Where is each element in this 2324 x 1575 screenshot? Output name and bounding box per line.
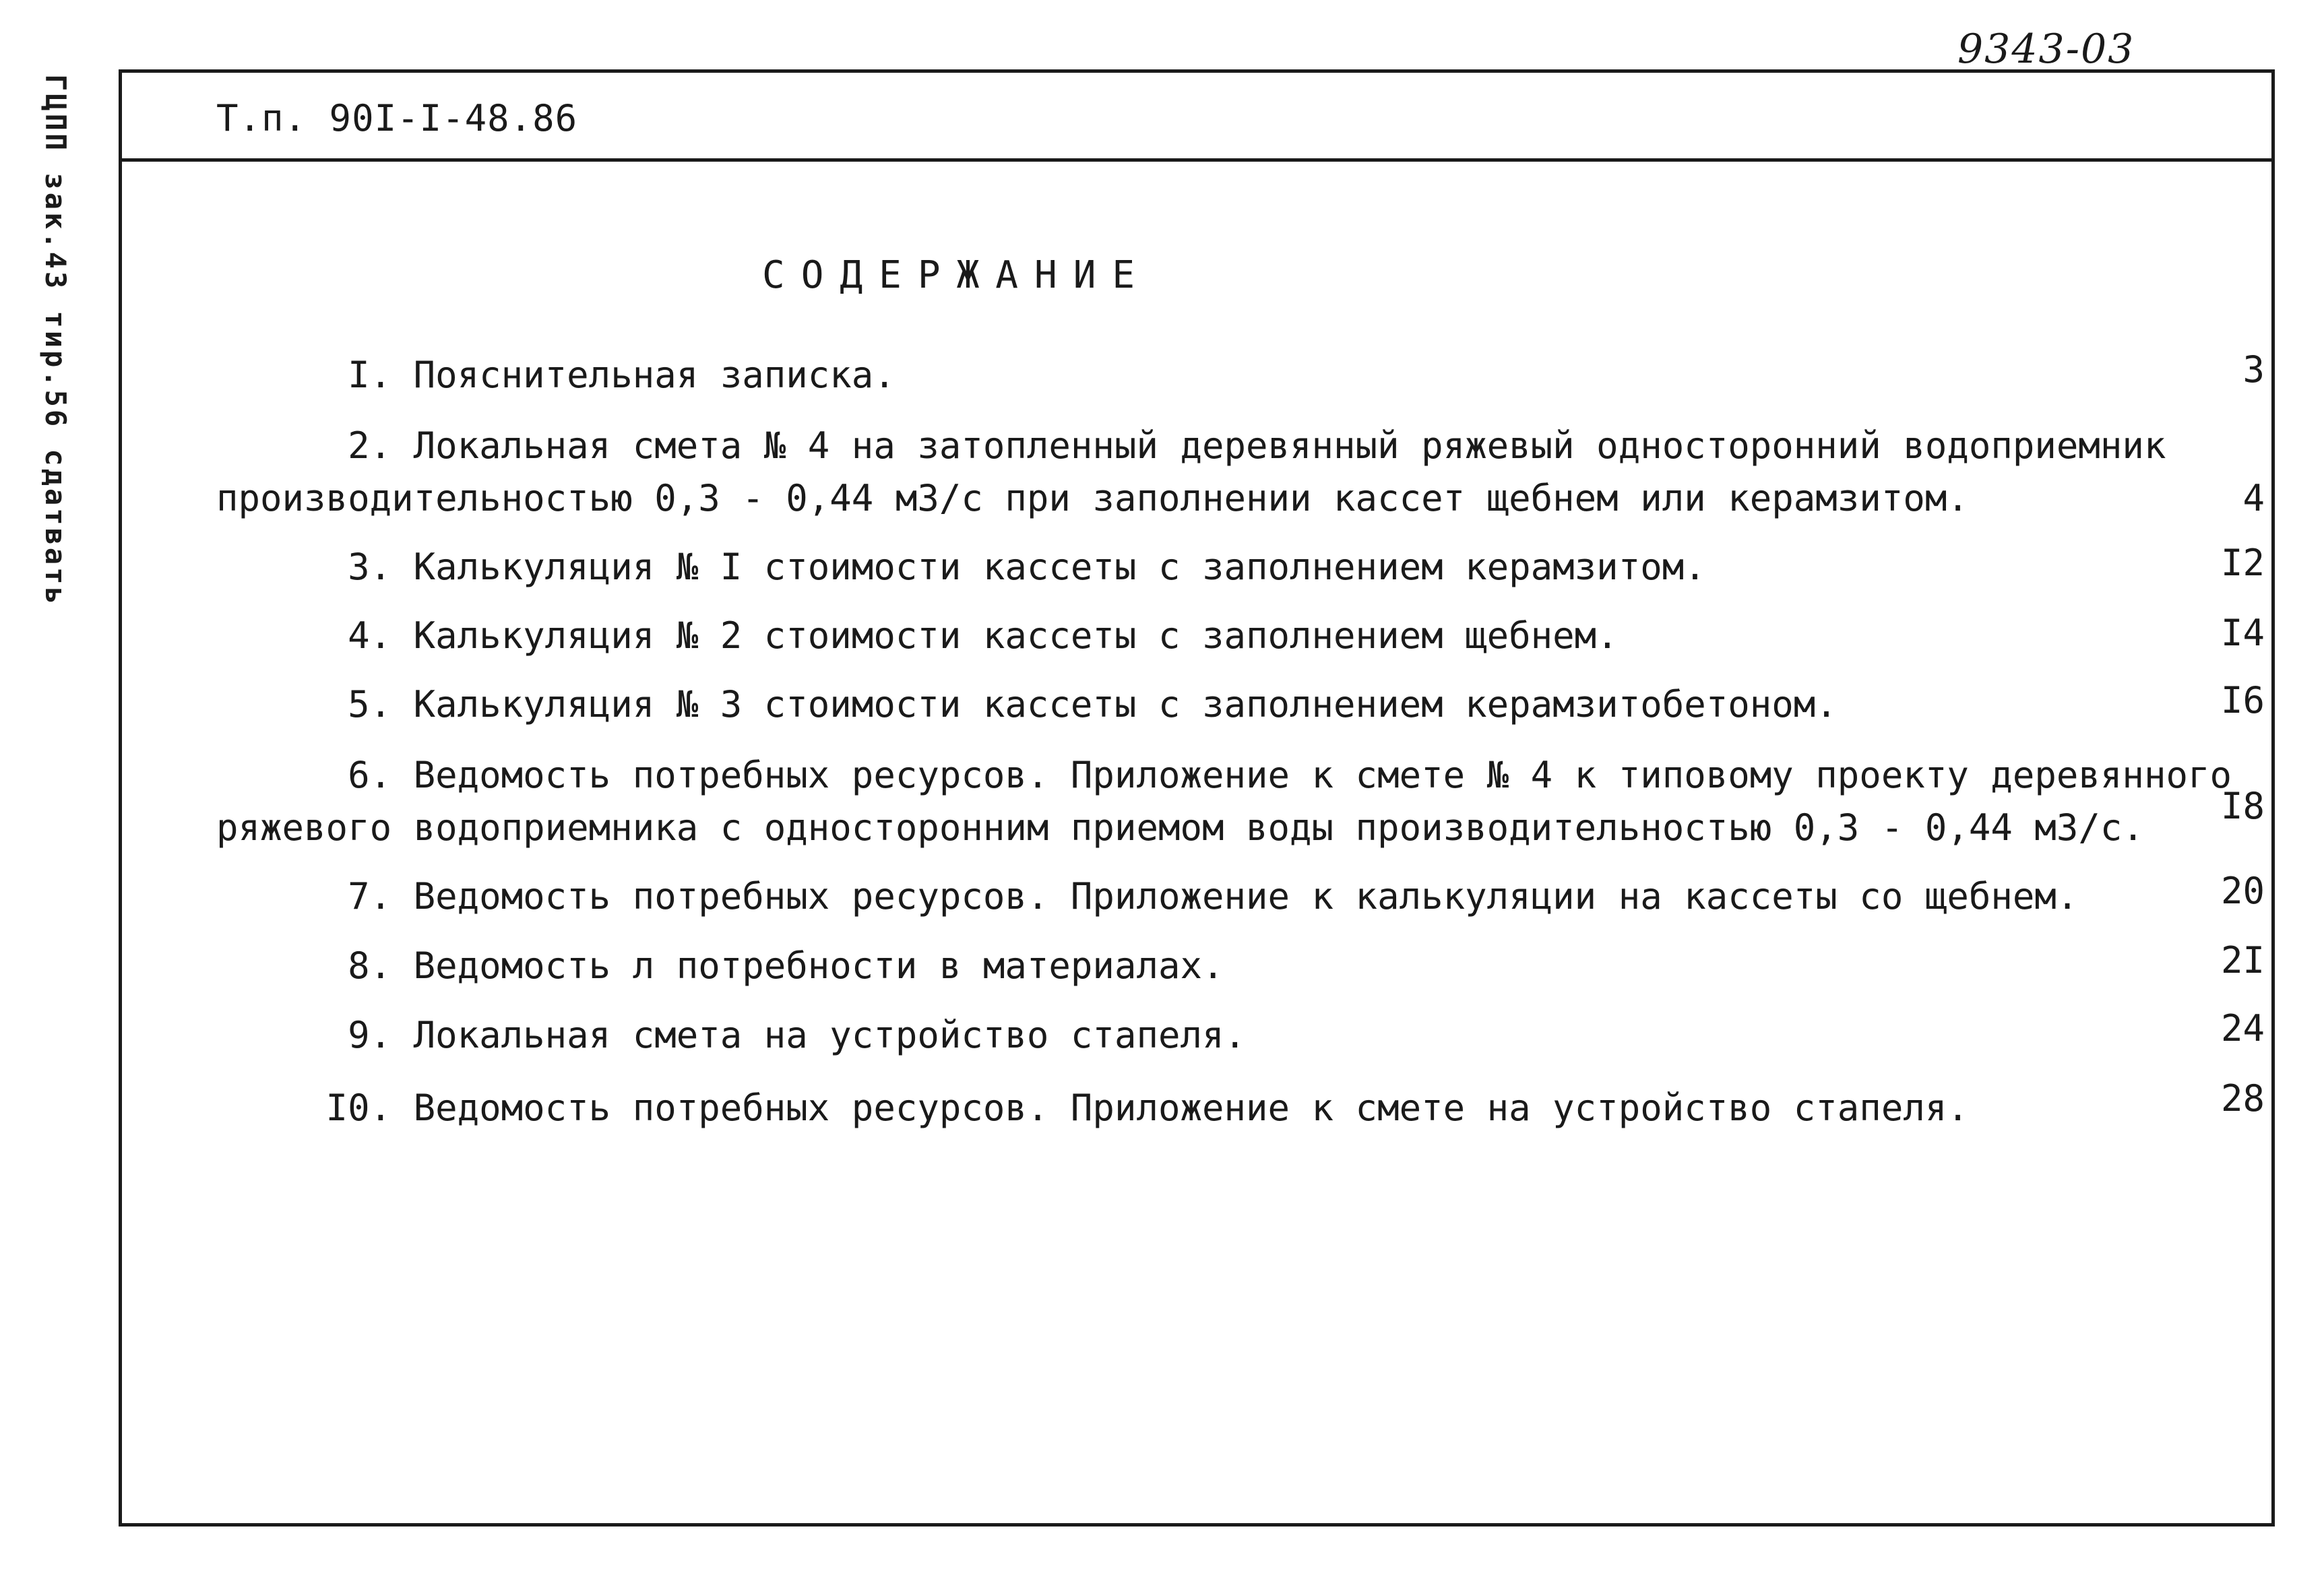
toc-entry-page: I2 [2220, 542, 2265, 584]
toc-entry-text: 6. Ведомость потребных ресурсов. Приложение к смете № 4 к типовому проекту деревянного ряжевого водоприемника с односторонним приемом воды производительностью 0,3 - 0,44 м3/с. [216, 754, 2232, 849]
toc-entry-page: I4 [2220, 612, 2265, 654]
toc-entry-text: 2. Локальная смета № 4 на затопленный деревянный ряжевый односторонний водоприемник производительностью 0,3 - 0,44 м3/с при заполнении кассет щебнем или керамзитом. [216, 424, 2166, 519]
toc-entry-page: 3 [2242, 348, 2265, 391]
toc-entry-text: 5. Калькуляция № 3 стоимости кассеты с заполнением керамзитобетоном. [216, 683, 1838, 726]
archive-code: 9343-03 [1957, 26, 2135, 73]
toc-entry-text: I0. Ведомость потребных ресурсов. Приложение к смете на устройство стапеля. [216, 1087, 1969, 1129]
document-frame [119, 69, 2275, 1526]
toc-entry-page: 24 [2220, 1007, 2265, 1050]
header-band [122, 73, 2271, 162]
toc-entry-text: 9. Локальная смета на устройство стапеля. [216, 1014, 1247, 1056]
toc-entry-text: 7. Ведомость потребных ресурсов. Приложение к калькуляции на кассеты со щебнем. [216, 875, 2079, 918]
side-print-stamp: ГЦПП зак.43 тир.56 сдатвать [39, 74, 72, 607]
toc-entry-page: 2I [2220, 939, 2265, 982]
toc-entry-page: I6 [2220, 679, 2265, 721]
toc-entry-page: 28 [2220, 1077, 2265, 1120]
toc-entry-page: 4 [2242, 477, 2265, 519]
toc-entry-page: 20 [2220, 870, 2265, 912]
page-title: СОДЕРЖАНИЕ [762, 253, 1152, 297]
toc-entry-text: 4. Калькуляция № 2 стоимости кассеты с заполнением щебнем. [216, 614, 1619, 657]
doc-number: Т.п. 90I-I-48.86 [216, 97, 578, 139]
toc-entry-text: I. Пояснительная записка. [216, 354, 896, 396]
toc-entry-page: I8 [2220, 785, 2265, 827]
toc-entry-text: 8. Ведомость л потребности в материалах. [216, 944, 1224, 987]
toc-entry-text: 3. Калькуляция № I стоимости кассеты с заполнением керамзитом. [216, 546, 1706, 588]
